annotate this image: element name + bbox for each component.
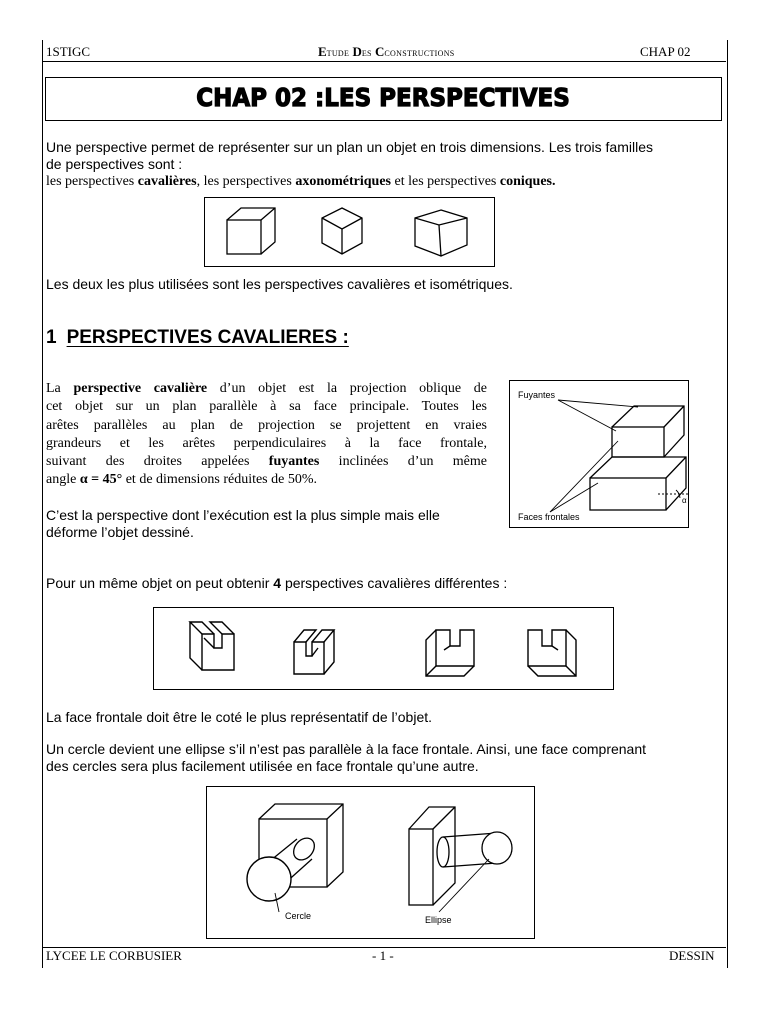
cube-cavaliere xyxy=(227,208,275,254)
header-divider xyxy=(42,61,726,62)
header-title-d: D xyxy=(352,44,362,59)
usage-sentence: Les deux les plus utilisées sont les perspectives cavalières et isométriques. xyxy=(46,276,513,292)
figure-leaders xyxy=(275,859,489,912)
header-title-e: E xyxy=(318,44,327,59)
four-perspectives-figure xyxy=(153,607,614,690)
label-cercle: Cercle xyxy=(285,911,312,921)
section-1-label: PERSPECTIVES CAVALIERES : xyxy=(66,327,349,348)
intro-keyword-cavalieres: cavalières xyxy=(137,174,197,189)
intro-keyword-axonometriques: axonométriques xyxy=(295,174,392,189)
cavaliere-definition xyxy=(46,380,487,490)
block-view-2 xyxy=(294,630,334,674)
def-line-1 xyxy=(46,380,487,398)
label-faces-frontales: Faces frontales xyxy=(518,512,580,522)
def-text: suivant des droites appelées xyxy=(46,454,269,470)
front-circle xyxy=(247,857,291,901)
face-frontale-text: La face frontale doit être le coté le plus représentatif de l’objet. xyxy=(46,709,433,725)
simple-line-2: déforme l’objet dessiné. xyxy=(46,524,194,540)
def-line-3: arêtes parallèles au plan de projection se projettent en vraies xyxy=(46,417,487,433)
cavaliere-example-figure xyxy=(509,380,689,528)
intro-paragraph xyxy=(46,139,726,190)
label-ellipse: Ellipse xyxy=(425,915,452,925)
intro-keyword-coniques: coniques. xyxy=(499,174,556,189)
footer-page-number: - 1 - xyxy=(372,948,394,963)
intro-line-2: de perspectives sont : xyxy=(46,156,183,172)
def-text: inclinées d’un même xyxy=(319,454,487,470)
header-title-des: ES xyxy=(361,49,372,58)
header-title-constructions: CONSTRUCTIONS xyxy=(384,49,455,58)
header-chapter: CHAP 02 xyxy=(640,44,691,59)
chapter-title: CHAP 02 :LES PERSPECTIVES xyxy=(196,83,571,112)
header-course-title xyxy=(318,44,455,60)
def-keyword-fuyantes: fuyantes xyxy=(268,454,320,470)
intro-text: les perspectives xyxy=(46,174,138,189)
def-text: d’un objet est la projection oblique de xyxy=(207,381,488,396)
block-view-1 xyxy=(190,622,234,670)
four-text: Pour un même objet on peut obtenir xyxy=(46,575,274,591)
def-keyword-angle: α = 45° xyxy=(79,472,123,488)
label-leaders xyxy=(550,400,690,512)
section-1-number: 1 xyxy=(46,327,57,348)
def-line-4: grandeurs et les arêtes perpendiculaires à la face frontale, xyxy=(46,435,487,451)
side-ellipse xyxy=(482,832,512,864)
block-view-4 xyxy=(528,630,576,676)
intro-line-1: Une perspective permet de représenter sur un plan un objet en trois dimensions. Les trois familles xyxy=(46,139,653,155)
def-text: et de dimensions réduites de 50%. xyxy=(122,472,318,488)
circle-line-2: des cercles sera plus facilement utilisée en face frontale qu’une autre. xyxy=(46,758,479,774)
def-text: angle xyxy=(46,472,80,488)
three-cubes-drawing xyxy=(205,198,496,268)
header-title-etude: TUDE xyxy=(326,49,350,58)
header-title-c: C xyxy=(375,44,385,59)
section-1-heading xyxy=(46,327,349,349)
four-perspectives-text xyxy=(46,575,726,592)
cube-isometric xyxy=(322,208,362,254)
perspective-families-figure xyxy=(204,197,495,267)
stepped-block-drawing xyxy=(510,381,690,529)
header-class-label: 1STIGC xyxy=(46,44,91,59)
circle-ellipse-figure xyxy=(206,786,535,939)
four-notched-blocks-drawing xyxy=(154,608,615,691)
simple-line-1: C’est la perspective dont l’exécution est la plus simple mais elle xyxy=(46,507,440,523)
block-view-3 xyxy=(426,630,474,676)
cube-conical xyxy=(415,210,467,256)
four-number: 4 xyxy=(273,575,282,591)
footer-school: LYCEE LE CORBUSIER xyxy=(46,948,182,963)
circle-ellipse-text xyxy=(46,741,728,775)
def-line-2: cet objet sur un plan parallèle à sa face principale. Toutes les xyxy=(46,399,487,415)
cylinder-blocks-drawing xyxy=(207,787,536,940)
chapter-title-box xyxy=(45,77,722,121)
intro-text: , les perspectives xyxy=(196,174,296,189)
intro-line-3 xyxy=(46,173,726,190)
def-line-6 xyxy=(46,471,487,489)
label-fuyantes: Fuyantes xyxy=(518,390,556,400)
def-text: La xyxy=(46,381,74,396)
circle-line-1: Un cercle devient une ellipse s’il n’est pas parallèle à la face frontale. Ainsi, une face comprenant xyxy=(46,741,647,757)
simple-execution-text xyxy=(46,507,496,541)
four-text: perspectives cavalières différentes : xyxy=(281,575,508,591)
intro-text: et les perspectives xyxy=(391,174,500,189)
label-alpha: α xyxy=(682,496,687,505)
def-line-5 xyxy=(46,453,487,471)
def-keyword-cavaliere: perspective cavalière xyxy=(73,381,208,396)
footer-subject: DESSIN xyxy=(669,948,715,963)
